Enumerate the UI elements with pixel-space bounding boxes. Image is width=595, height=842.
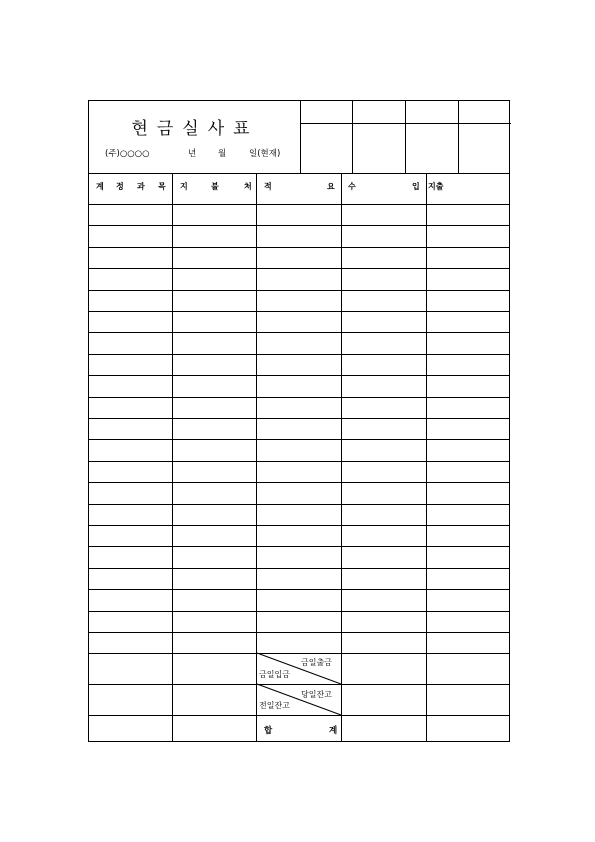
col-summary-char: 요	[327, 182, 335, 191]
col-payee-char: 지	[180, 182, 188, 191]
table-row	[89, 439, 509, 440]
date-year-label: 년	[188, 149, 197, 159]
header-bottom-rule	[89, 204, 509, 205]
column-divider	[172, 173, 173, 741]
total-label-char: 계	[329, 726, 338, 736]
table-row	[89, 546, 509, 547]
table-row	[89, 504, 509, 505]
table-row	[89, 397, 509, 398]
col-payee-char: 처	[244, 182, 252, 191]
col-expense-label: 지출	[428, 182, 444, 191]
col-account-char: 정	[116, 182, 124, 191]
table-row	[89, 268, 509, 269]
table-row	[89, 332, 509, 333]
col-income-char: 수	[348, 182, 356, 191]
col-summary-char: 적	[264, 182, 272, 191]
table-row	[89, 311, 509, 312]
prev-balance-label: 전일잔고	[259, 701, 290, 710]
header-top-rule	[89, 173, 509, 174]
date-day-label: 일(현재)	[249, 149, 281, 159]
table-row	[89, 632, 509, 633]
approval-col-divider	[352, 101, 353, 173]
table-row	[89, 568, 509, 569]
col-income-char: 입	[412, 182, 420, 191]
table-row	[89, 461, 509, 462]
approval-col-divider	[458, 101, 459, 173]
col-account-char: 과	[137, 182, 145, 191]
column-divider	[341, 173, 342, 741]
today-balance-label: 당일잔고	[301, 690, 332, 699]
col-account-char: 목	[158, 182, 166, 191]
column-divider	[426, 173, 427, 741]
table-row	[89, 611, 509, 612]
today-income-label: 금일입금	[259, 670, 290, 679]
today-expense-label: 금일출금	[301, 658, 332, 667]
table-row	[89, 247, 509, 248]
table-row	[89, 418, 509, 419]
table-row	[89, 525, 509, 526]
company-name: (주)○○○○	[105, 149, 150, 159]
form-title: 현금실사표	[131, 119, 259, 139]
table-row	[89, 482, 509, 483]
table-row	[89, 225, 509, 226]
cash-inspection-form	[88, 100, 510, 742]
table-row	[89, 589, 509, 590]
table-row	[89, 375, 509, 376]
approval-col-divider	[405, 101, 406, 173]
col-account-char: 계	[96, 182, 104, 191]
table-row	[89, 354, 509, 355]
date-month-label: 월	[218, 149, 227, 159]
total-label-char: 합	[264, 726, 273, 736]
table-row	[89, 290, 509, 291]
col-payee-char: 불	[211, 182, 219, 191]
